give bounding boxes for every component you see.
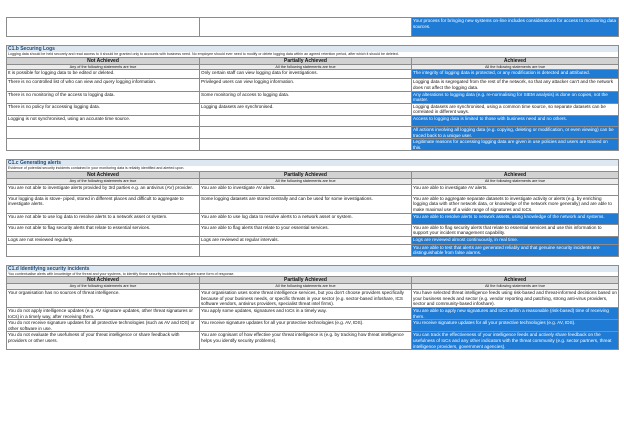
section-table (6, 45, 619, 151)
table-row (7, 184, 619, 195)
column-header-row (7, 277, 619, 284)
sub-not-achieved: Any of the following statements are true (7, 178, 200, 184)
column-subheader-row (7, 178, 619, 184)
cell (200, 244, 412, 256)
col-achieved: Achieved (412, 57, 619, 64)
cell: All actions involving all logging data (e.g. copying, deleting or modification, or even viewing) can be traced back to a unique user. (412, 126, 619, 138)
cell: Some monitoring of access to logging data. (200, 91, 412, 103)
cell: You are able to flag security alerts that relate to essential services and use this information to support your incident management capability. (412, 224, 619, 236)
cell: You are able to flag alerts that relate to your essential services. (200, 224, 412, 236)
section-table (6, 265, 619, 350)
column-subheader-row (7, 64, 619, 70)
table-row (7, 126, 619, 138)
cell: Logging datasets are synchronised. (200, 103, 412, 115)
section-gap (6, 151, 618, 159)
cell: Your logging data is stove- piped, stored in different places and difficult to aggregate to investigate alerts. (7, 195, 200, 213)
sections-container (6, 37, 618, 350)
sub-partially-achieved: All the following statements are true (200, 284, 412, 290)
table-row (7, 308, 619, 320)
cell (7, 18, 200, 37)
sub-partially-achieved: All the following statements are true (200, 64, 412, 70)
cell: You do not receive signature updates for all protective technologies (such as AV and IDS) or other software in use. (7, 320, 200, 332)
section-description: You contextualise alerts with knowledge of the threat and your systems, to identify those security incidents that require some form of response. (7, 272, 619, 277)
section-gap (6, 257, 618, 265)
cell: You are able to test that alerts are generated reliably and that genuine security incidents are distinguishable from false alarms. (412, 244, 619, 256)
cell: Some logging datasets are stored centrally and can be used for some investigations. (200, 195, 412, 213)
cell: You can track the effectiveness of your intelligence feeds and actively share feedback on the usefulness of IoCs and any other indicators with the threat community (e.g. sector partners, threat intelligence providers, government agencies). (412, 332, 619, 350)
cell: You do not apply intelligence updates (e.g. AV signature updates, other threat signatures or IoCs) in a timely way, after receiving them. (7, 308, 200, 320)
section-title: C1.d Identifying security incidents (7, 265, 619, 272)
section-title: C1.c Generating alerts (7, 160, 619, 167)
cell: Your organisation has no sources of threat intelligence. (7, 290, 200, 308)
cell (7, 126, 200, 138)
cell: You apply some updates, signatures and IoCs in a timely way. (200, 308, 412, 320)
cell (200, 139, 412, 151)
cell: You receive signature updates for all your protective technologies (e.g. AV, IDS). (412, 320, 619, 332)
col-not-achieved: Not Achieved (7, 57, 200, 64)
table-row (7, 103, 619, 115)
column-header-row (7, 171, 619, 178)
cell: There is no controlled list of who can view and query logging information. (7, 79, 200, 91)
table-row (7, 79, 619, 91)
col-partially-achieved: Partially Achieved (200, 57, 412, 64)
assessment-document (6, 17, 618, 350)
cell: You are not able to flag security alerts that relate to essential services. (7, 224, 200, 236)
table-row (7, 70, 619, 79)
cell (200, 18, 412, 37)
col-achieved: Achieved (412, 277, 619, 284)
cell: Only certain staff can view logging data for investigations. (200, 70, 412, 79)
cell: You are not able to use log data to resolve alerts to a network asset or system. (7, 213, 200, 224)
col-not-achieved: Not Achieved (7, 171, 200, 178)
sub-not-achieved: Any of the following statements are true (7, 64, 200, 70)
cell: Your organisation uses some threat intelligence services, but you don't choose providers specifically because of your business needs, or specific threats in your sector (e.g. sector-based infoshare, ICS software vendors, antivirus providers, specialist threat intel firms). (200, 290, 412, 308)
sub-achieved: All the following statements are true (412, 178, 619, 184)
cell: Logs are not reviewed regularly. (7, 236, 200, 244)
cell: You are able to apply new signatures and IoCs within a reasonable (risk-based) time of receiving them. (412, 308, 619, 320)
sub-not-achieved: Any of the following statements are true (7, 284, 200, 290)
table-row (7, 195, 619, 213)
table-row (7, 18, 619, 37)
table-row (7, 290, 619, 308)
section-description: Logging data should be held securely and read access to it should be granted only to accounts with business need. No employee should ever need to modify or delete logging data within an agreed retention period, after which it should be deleted. (7, 52, 619, 57)
cell: It is possible for logging data to be edited or deleted. (7, 70, 200, 79)
table-row (7, 91, 619, 103)
sub-achieved: All the following statements are true (412, 64, 619, 70)
table-row (7, 236, 619, 244)
table-row (7, 213, 619, 224)
cell: You are able to resolve alerts to network assets, using knowledge of the network and systems. (412, 213, 619, 224)
cell: There is no policy for accessing logging data. (7, 103, 200, 115)
cell: Logging data is segregated from the rest of the network, so that any attacker can't and the network does not affect the logging data. (412, 79, 619, 91)
cell: You are able to use log data to resolve alerts to a network asset or system. (200, 213, 412, 224)
cell (200, 115, 412, 126)
cell: Logging datasets are synchronised, using a common time source, so separate datasets can be correlated in different ways. (412, 103, 619, 115)
sub-partially-achieved: All the following statements are true (200, 178, 412, 184)
column-subheader-row (7, 284, 619, 290)
table-row (7, 115, 619, 126)
col-partially-achieved: Partially Achieved (200, 277, 412, 284)
cell: Logs are reviewed almost continuously, in real time. (412, 236, 619, 244)
section-description: Evidence of potential security incidents contained in your monitoring data is reliably identified and alerted upon. (7, 166, 619, 171)
cell: Privileged users can view logging information. (200, 79, 412, 91)
table-row (7, 320, 619, 332)
cell (7, 139, 200, 151)
cell: The integrity of logging data is protected, or any modification is detected and attributed. (412, 70, 619, 79)
cell: Logging is not synchronised, using an accurate time source. (7, 115, 200, 126)
column-header-row (7, 57, 619, 64)
cell: You are able to aggregate separate datasets to investigate activity or alerts (e.g. by enriching logging data with other network data, or knowledge of the network more generally) and are able to make maximal use of a wide range of signatures and IoCs. (412, 195, 619, 213)
cell: Logs are reviewed at regular intervals. (200, 236, 412, 244)
table-row (7, 244, 619, 256)
cell: Access to logging data is limited to those with business need and no others. (412, 115, 619, 126)
cell: Legitimate reasons for accessing logging data are given in use policies and users are trained on this. (412, 139, 619, 151)
section-title: C1.b Securing Logs (7, 46, 619, 53)
cell: Any alterations to logging data (e.g. re-normalising for SIEM analysis) is done on copies, not the master. (412, 91, 619, 103)
section-table (6, 159, 619, 257)
cell: You are cognisant of how effective your threat intelligence is (e.g. by tracking how threat intelligence helps you identify security problems). (200, 332, 412, 350)
cell: You are able to investigate AV alerts. (200, 184, 412, 195)
cell: You are able to investigate AV alerts. (412, 184, 619, 195)
cell (7, 244, 200, 256)
table-row (7, 224, 619, 236)
cell: You have selected threat intelligence feeds using risk-based and threat-informed decisions based on your business needs and sector (e.g. vendor reporting and patching, strong anti-virus providers, sector and community-based infoshare). (413, 290, 617, 307)
col-not-achieved: Not Achieved (7, 277, 200, 284)
cell: Your process for bringing new systems on-line includes considerations for access to monitoring data sources. (412, 18, 619, 37)
cell: You receive signature updates for all your protective technologies (e.g. AV, IDS). (200, 320, 412, 332)
table-row (7, 332, 619, 350)
cell: You are not able to investigate alerts provided by 3rd parties e.g. an antivirus (AV) provider. (7, 184, 200, 195)
col-achieved: Achieved (412, 171, 619, 178)
cell (200, 126, 412, 138)
sub-achieved: All the following statements are true (412, 284, 619, 290)
cell: There is no monitoring of the access to logging data. (7, 91, 200, 103)
table-row (7, 139, 619, 151)
col-partially-achieved: Partially Achieved (200, 171, 412, 178)
top-table (6, 17, 619, 37)
cell: You do not evaluate the usefulness of your threat intelligence or share feedback with providers or other users. (7, 332, 200, 350)
section-gap (6, 37, 618, 45)
